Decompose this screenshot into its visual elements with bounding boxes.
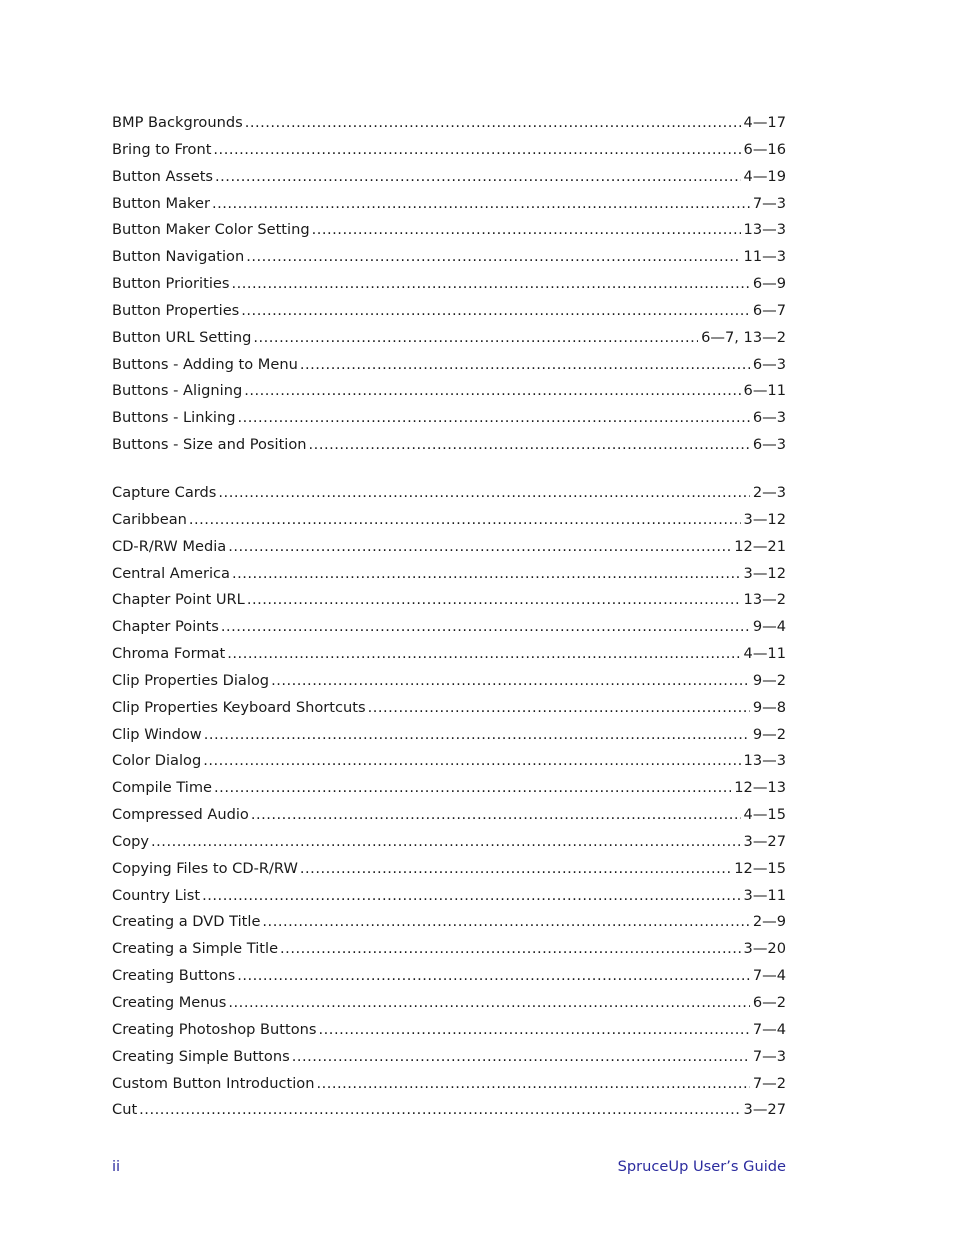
index-term: Button Assets [112,167,214,185]
dot-leader [247,587,741,614]
index-entry [112,137,786,164]
index-entry [112,164,786,191]
dot-leader [151,829,741,856]
index-page-ref: 4—15 [743,806,786,824]
index-page-ref: 6—7 [752,301,786,319]
index-term: Custom Button Introduction [112,1074,315,1092]
index-entry [112,534,786,561]
index-term: Color Dialog [112,752,202,770]
index-page-ref: 13—3 [743,221,786,239]
dot-leader [202,883,740,910]
index-page-ref: 3—27 [743,832,786,850]
dot-leader [215,164,741,191]
dot-leader [237,963,750,990]
index-entry [112,217,786,244]
index-term: BMP Backgrounds [112,114,243,131]
dot-leader [300,352,750,379]
index-page-ref: 3—20 [743,940,786,958]
index-page-ref: 6—3 [752,355,786,373]
index-entry [112,856,786,883]
index-page-ref: 9—2 [752,671,786,689]
index-page-ref: 3—11 [743,886,786,904]
index-term: Central America [112,564,230,582]
index-entry [112,110,786,137]
index-page-ref: 2—9 [752,913,786,931]
index-entry [112,1097,786,1124]
index-term: Compile Time [112,779,213,797]
index-term: Button Maker Color Setting [112,221,310,239]
index-entry [112,722,786,749]
index-entry [112,405,786,432]
index-term: Button Properties [112,301,240,319]
dot-leader [213,137,740,164]
dot-leader [319,1017,750,1044]
index-entry [112,1044,786,1071]
dot-leader [292,1044,750,1071]
dot-leader [271,668,750,695]
index-term: Creating Simple Buttons [112,1047,290,1065]
dot-leader [251,802,741,829]
dot-leader [316,1071,749,1098]
index-term: Button URL Setting [112,328,252,346]
index-page-ref: 7—4 [752,967,786,985]
index-page-ref: 12—21 [734,537,786,555]
index-page-ref: 4—17 [743,114,786,131]
footer-page-number: ii [112,1158,121,1175]
index-page-ref: 13—2 [743,591,786,609]
index-entry [112,775,786,802]
index-page-ref: 6—7, 13—2 [701,328,786,346]
index-entry [112,244,786,271]
dot-leader [246,244,740,271]
index-term: Country List [112,886,201,904]
index-term: Clip Window [112,725,202,743]
dot-leader [244,378,740,405]
index-page-ref: 6—2 [752,994,786,1011]
index-page-ref: 7—3 [752,194,786,212]
index-group [112,110,786,459]
index-entry [112,561,786,588]
dot-leader [253,325,698,352]
index-term: Buttons - Adding to Menu [112,355,298,373]
index-term: Chapter Point URL [112,591,245,609]
index-entry [112,883,786,910]
index-entry [112,668,786,695]
index-entry [112,352,786,379]
index-entry [112,378,786,405]
dot-leader [212,191,750,218]
dot-leader [280,936,741,963]
index-entry [112,480,786,507]
dot-leader [228,534,731,561]
index-listing [112,110,786,1124]
index-page-ref: 7—4 [752,1020,786,1038]
index-page-ref: 3—27 [743,1101,786,1119]
dot-leader [139,1097,740,1124]
index-term: Creating Menus [112,994,227,1011]
index-page-ref: 12—13 [734,779,786,797]
index-page-ref: 7—3 [752,1047,786,1065]
page-footer [112,1158,786,1175]
dot-leader [309,432,750,459]
index-entry [112,325,786,352]
dot-leader [218,480,749,507]
index-entry [112,802,786,829]
index-page-ref: 7—2 [752,1074,786,1092]
dot-leader [300,856,731,883]
dot-leader [221,614,750,641]
index-term: Chapter Points [112,618,219,636]
index-page-ref: 9—2 [752,725,786,743]
index-term: Copying Files to CD-R/RW [112,859,298,877]
index-page-ref: 11—3 [743,248,786,266]
dot-leader [231,271,749,298]
index-term: Creating a DVD Title [112,913,261,931]
index-entry [112,748,786,775]
index-term: Button Navigation [112,248,245,266]
index-page-ref: 4—11 [743,645,786,663]
index-entry [112,1071,786,1098]
index-entry [112,963,786,990]
dot-leader [237,405,749,432]
index-entry [112,298,786,325]
index-term: Bring to Front [112,140,212,158]
dot-leader [245,110,741,137]
index-term: Capture Cards [112,483,217,501]
dot-leader [241,298,750,325]
index-page-ref: 3—12 [743,510,786,528]
index-term: Copy [112,832,150,850]
dot-leader [368,695,750,722]
index-page-ref: 4—19 [743,167,786,185]
index-page-ref: 12—15 [734,859,786,877]
index-entry [112,191,786,218]
index-term: Chroma Format [112,645,226,663]
index-page-ref: 6—3 [752,436,786,454]
index-group [112,480,786,1124]
index-page-ref: 3—12 [743,564,786,582]
index-term: Creating Buttons [112,967,236,985]
dot-leader [228,990,749,1017]
index-entry [112,271,786,298]
index-entry [112,990,786,1017]
index-entry [112,641,786,668]
index-page-ref: 6—3 [752,409,786,427]
index-term: Cut [112,1101,138,1119]
index-page-ref: 6—11 [743,382,786,400]
index-page-ref: 6—9 [752,275,786,293]
dot-leader [189,507,741,534]
index-term: Button Priorities [112,275,230,293]
index-entry [112,432,786,459]
index-entry [112,909,786,936]
index-term: Clip Properties Keyboard Shortcuts [112,698,366,716]
dot-leader [204,722,750,749]
index-term: Creating Photoshop Buttons [112,1020,317,1038]
index-term: CD-R/RW Media [112,537,227,555]
index-page-ref: 13—3 [743,752,786,770]
index-term: Buttons - Aligning [112,382,243,400]
index-term: Buttons - Linking [112,409,236,427]
index-term: Clip Properties Dialog [112,671,270,689]
index-term: Caribbean [112,510,187,528]
index-entry [112,1017,786,1044]
index-term: Buttons - Size and Position [112,436,307,454]
dot-leader [214,775,731,802]
index-page-ref: 9—8 [752,698,786,716]
footer-book-title: SpruceUp User’s Guide [617,1158,786,1175]
index-term: Creating a Simple Title [112,940,279,958]
index-page-ref: 2—3 [752,483,786,501]
index-term: Compressed Audio [112,806,249,824]
index-term: Button Maker [112,194,210,212]
dot-leader [232,561,741,588]
dot-leader [203,748,740,775]
dot-leader [312,217,741,244]
dot-leader [262,909,749,936]
index-page-ref: 9—4 [752,618,786,636]
dot-leader [227,641,740,668]
index-entry [112,507,786,534]
index-page-ref: 6—16 [743,140,786,158]
index-entry [112,614,786,641]
index-entry [112,587,786,614]
index-entry [112,695,786,722]
index-entry [112,829,786,856]
index-entry [112,936,786,963]
